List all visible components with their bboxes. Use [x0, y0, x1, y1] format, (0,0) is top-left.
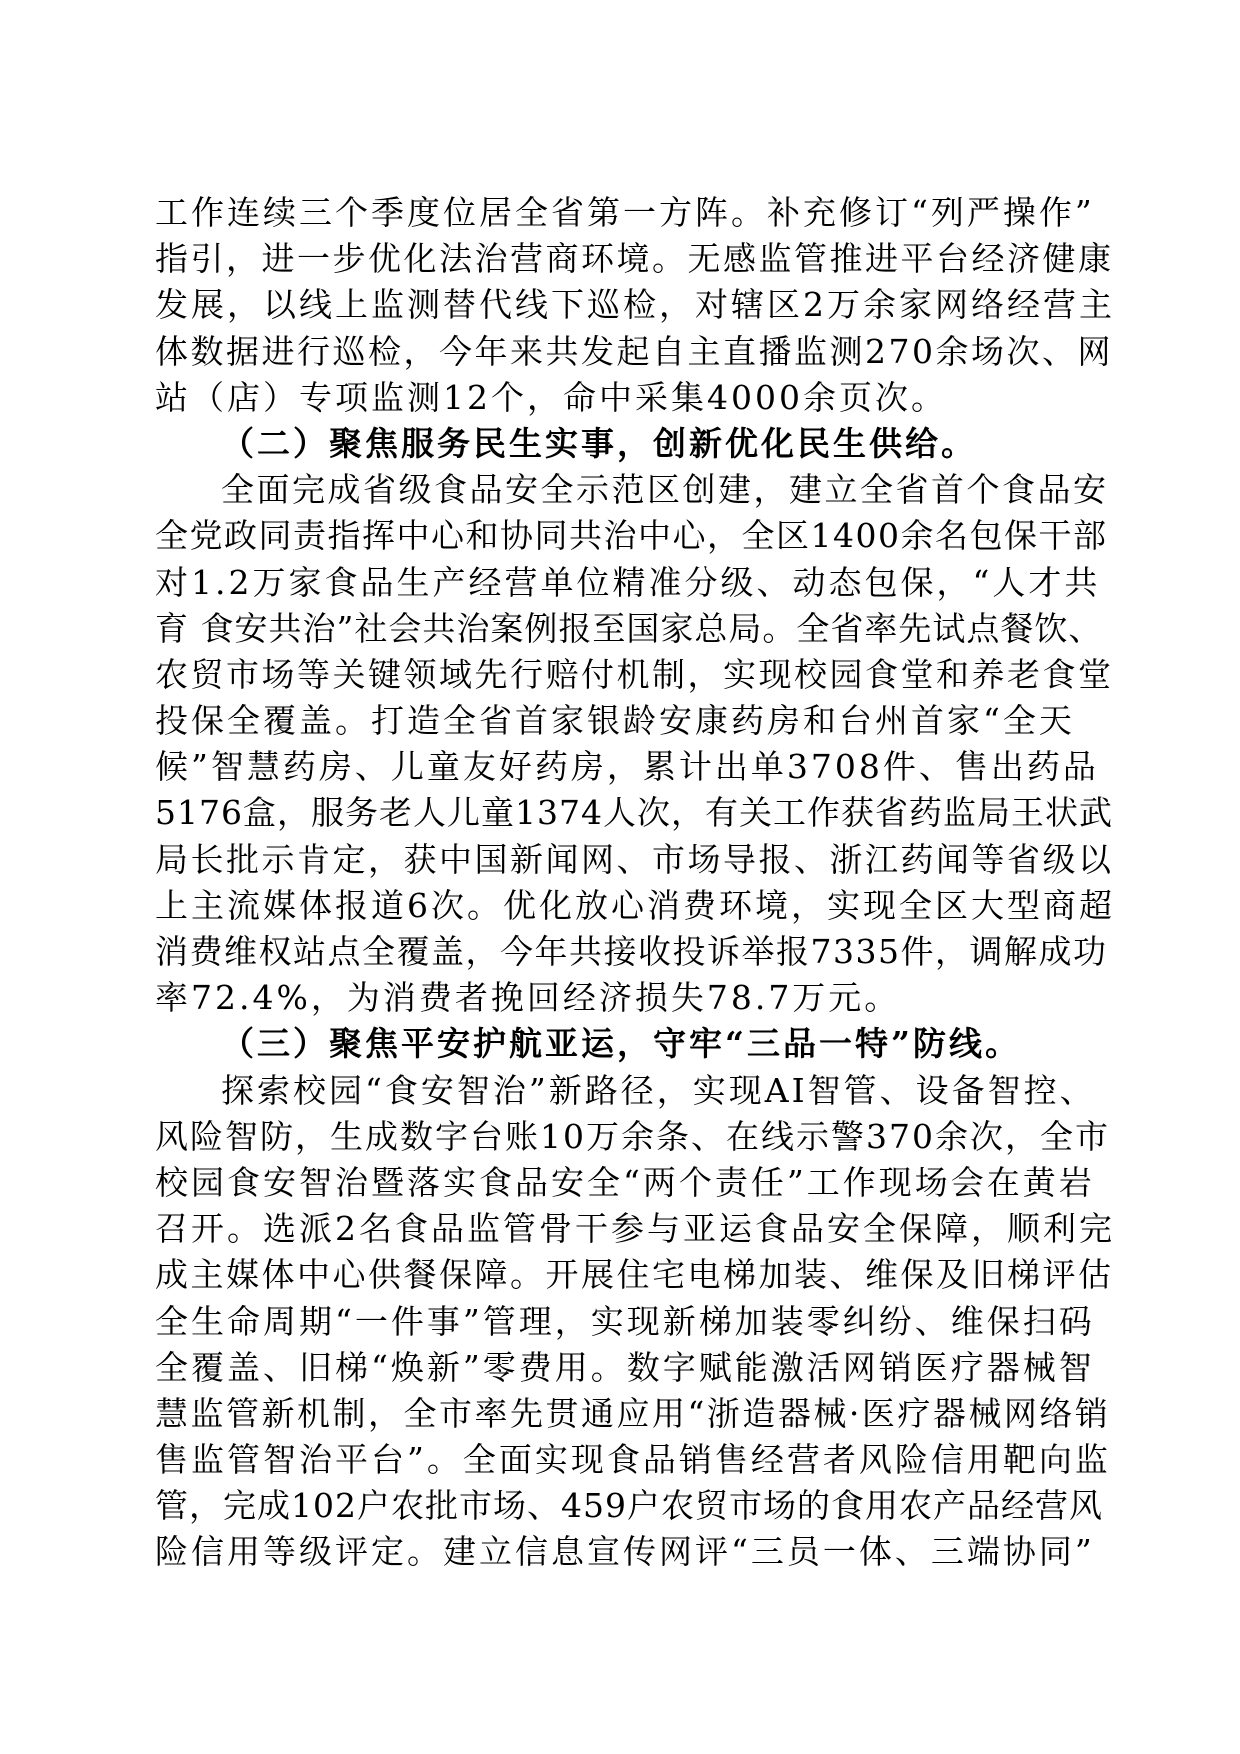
section-heading-line [155, 421, 1085, 467]
line-text: 全面完成省级食品安全示范区创建，建立全省首个食品安 [221, 470, 1109, 510]
paragraph-line [155, 883, 1115, 929]
paragraph-line [155, 975, 1085, 1021]
paragraph-line [155, 190, 1095, 236]
paragraph-line [155, 1391, 1111, 1437]
paragraph-line [155, 467, 1109, 513]
line-text: 成主媒体中心供餐保障。开展住宅电梯加装、维保及旧梯评估 [155, 1255, 1114, 1295]
paragraph-line [155, 1299, 1095, 1345]
line-text: 局长批示肯定，获中国新闻网、市场导报、浙江药闻等省级以 [155, 839, 1114, 879]
paragraph-line [155, 652, 1114, 698]
line-text: 工作连续三个季度位居全省第一方阵。补充修订“列严操作” [155, 193, 1095, 232]
line-text: 全党政同责指挥中心和协同共治中心，全区1400余名包保干部 [155, 516, 1108, 556]
line-text: 5176盒，服务老人儿童1374人次，有关工作获省药监局王状武 [155, 793, 1113, 833]
line-text: 校园食安智治暨落实食品安全“两个责任”工作现场会在黄岩 [155, 1162, 1095, 1202]
line-text: 候”智慧药房、儿童友好药房，累计出单3708件、售出药品 [155, 747, 1099, 787]
paragraph-line [155, 560, 1101, 606]
line-text: 险信用等级评定。建立信息宣传网评“三员一体、三端协同” [155, 1532, 1095, 1572]
paragraph-line [155, 513, 1108, 559]
line-text: 全生命周期“一件事”管理，实现新梯加装零纠纷、维保扫码 [155, 1301, 1095, 1341]
line-text: 消费维权站点全覆盖，今年共接收投诉举报7335件，调解成功 [155, 932, 1108, 971]
line-text: 全覆盖、旧梯“焕新”零费用。数字赋能激活网销医疗器械智 [155, 1347, 1095, 1387]
paragraph-line [155, 329, 1113, 375]
paragraph-line [155, 1345, 1095, 1391]
paragraph-line [155, 790, 1113, 836]
paragraph-line [155, 1206, 1115, 1252]
line-text: 发展，以线上监测替代线下巡检，对辖区2万余家网络经营主 [155, 285, 1115, 325]
paragraph-line [155, 236, 1114, 282]
paragraph-line [155, 1160, 1095, 1206]
line-text: 率72.4%，为消费者挽回经济损失78.7万元。 [155, 978, 901, 1018]
paragraph-line [155, 744, 1099, 790]
section-heading-line [155, 1021, 1085, 1067]
paragraph-line [155, 1252, 1114, 1298]
line-text: 上主流媒体报道6次。优化放心消费环境，实现全区大型商超 [155, 885, 1115, 925]
document-body [155, 190, 1115, 1576]
line-text: 风险智防，生成数字台账10万余条、在线示警370余次，全市 [155, 1116, 1110, 1156]
line-text: （三）聚焦平安护航亚运，守牢“三品一特”防线。 [221, 1024, 1021, 1064]
line-text: 探索校园“食安智治”新路径，实现AI智管、设备智控、 [221, 1070, 1096, 1110]
line-text: 站（店）专项监测12个，命中采集4000余页次。 [155, 377, 947, 417]
line-text: 投保全覆盖。打造全省首家银龄安康药房和台州首家“全天 [155, 701, 1075, 741]
line-text: 管，完成102户农批市场、459户农贸市场的食用农产品经营风 [155, 1486, 1103, 1526]
line-text: 慧监管新机制，全市率先贯通应用“浙造器械·医疗器械网络销 [155, 1393, 1111, 1433]
paragraph-line [155, 1483, 1103, 1529]
paragraph-line [155, 837, 1114, 883]
line-text: 农贸市场等关键领域先行赔付机制，实现校园食堂和养老食堂 [155, 654, 1114, 694]
line-text: 售监管智治平台”。全面实现食品销售经营者风险信用靶向监 [155, 1440, 1111, 1480]
paragraph-line [155, 375, 1085, 421]
paragraph-line [155, 282, 1115, 328]
paragraph-line [155, 606, 1103, 652]
paragraph-line [155, 1114, 1110, 1160]
paragraph-line [155, 1068, 1096, 1114]
line-text: （二）聚焦服务民生实事，创新优化民生供给。 [221, 423, 977, 463]
paragraph-line [155, 1437, 1111, 1483]
line-text: 育 食安共治”社会共治案例报至国家总局。全省率先试点餐饮、 [155, 608, 1103, 648]
line-text: 召开。选派2名食品监管骨干参与亚运食品安全保障，顺利完 [155, 1209, 1115, 1249]
paragraph-line [155, 1529, 1095, 1575]
line-text: 指引，进一步优化法治营商环境。无感监管推进平台经济健康 [155, 239, 1114, 279]
line-text: 体数据进行巡检，今年来共发起自主直播监测270余场次、网 [155, 331, 1113, 371]
line-text: 对1.2万家食品生产经营单位精准分级、动态包保，“人才共 [155, 562, 1101, 602]
paragraph-line [155, 698, 1085, 744]
paragraph-line [155, 929, 1108, 975]
